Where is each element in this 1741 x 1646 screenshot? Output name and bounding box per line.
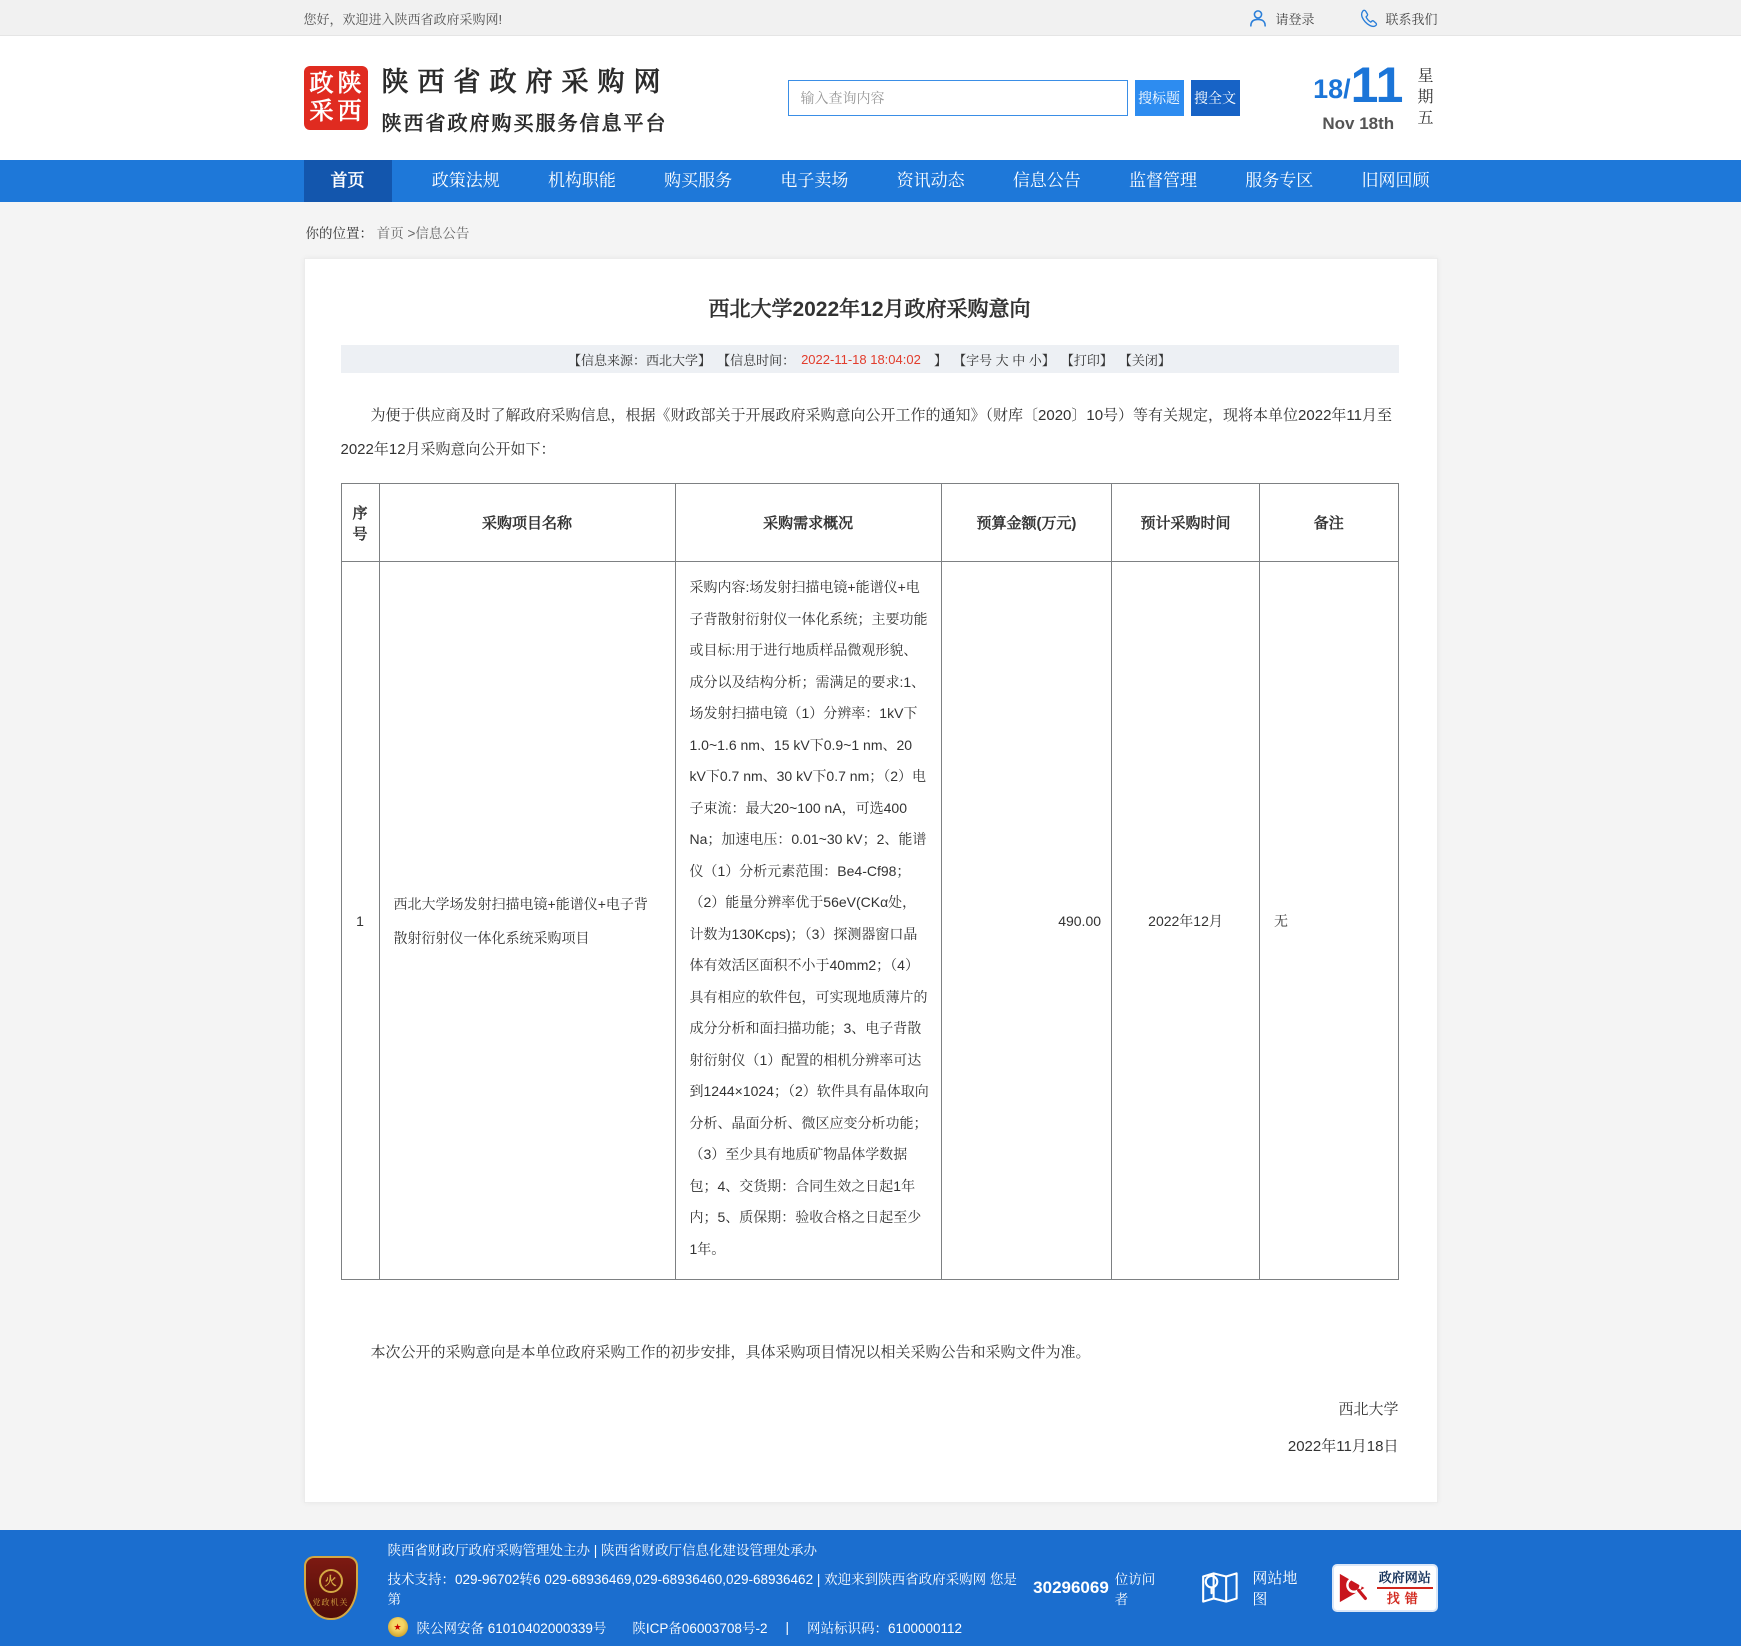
nav-item-purchase-services[interactable]: 购买服务 — [664, 171, 733, 190]
procurement-intent-table — [341, 483, 1399, 1280]
date-english: Nov 18th — [1322, 114, 1395, 133]
nav-item-news[interactable]: 资讯动态 — [896, 171, 965, 190]
support-suffix: 位访问者 — [1114, 1572, 1156, 1607]
seal-char: 采 — [309, 98, 334, 125]
date-widget — [1313, 57, 1437, 134]
phone-icon — [1358, 8, 1378, 28]
table-header-row — [341, 484, 1398, 562]
site-logo[interactable] — [304, 60, 670, 136]
seal-logo-icon — [304, 66, 368, 130]
nav-item-e-mall[interactable]: 电子卖场 — [780, 171, 849, 190]
nav-item-home[interactable]: 首页 — [304, 160, 392, 202]
support-text: 技术支持：029-96702转6 029-68936469,029-68936460,029-68936462 | 欢迎来到陕西省政府采购网 您是第 — [387, 1572, 1017, 1607]
breadcrumb-home-link[interactable]: 首页 — [376, 226, 404, 241]
closing-paragraph: 本次公开的采购意向是本单位政府采购工作的初步安排，具体采购项目情况以相关采购公告和采购文件为准。 — [370, 1344, 1091, 1361]
cell-budget: 490.00 — [941, 562, 1111, 1280]
nav-item-supervision[interactable]: 监督管理 — [1129, 171, 1198, 190]
weekday-char: 五 — [1417, 110, 1434, 127]
cell-index: 1 — [341, 562, 379, 1280]
article-card — [304, 258, 1438, 1503]
visitor-count: 30296069 — [1033, 1578, 1109, 1597]
error-box-title: 政府网站 — [1378, 1570, 1431, 1585]
site-header — [0, 36, 1741, 160]
footer-line-organizers: 陕西省财政厅政府采购管理处主办 | 陕西省财政厅信息化建设管理处承办 — [387, 1543, 818, 1558]
nav-item-announcements[interactable]: 信息公告 — [1012, 171, 1081, 190]
page-title: 西北大学2022年12月政府采购意向 — [708, 298, 1031, 321]
error-box-subtitle: 找错 — [1386, 1591, 1423, 1606]
badge-ring-icon: 火 — [319, 1569, 343, 1593]
seal-char: 陕 — [337, 70, 362, 97]
meta-source: 【信息来源：西北大学】 — [568, 352, 712, 368]
table-row — [341, 562, 1398, 1280]
signature: 西北大学 — [1338, 1401, 1399, 1418]
login-link[interactable] — [1248, 8, 1314, 28]
col-header-time: 预计采购时间 — [1112, 484, 1260, 562]
date-month: 11 — [1350, 57, 1404, 113]
site-name: 陕西省政府采购网 — [381, 67, 670, 97]
welcome-text: 您好，欢迎进入陕西省政府采购网! — [303, 11, 503, 27]
gov-site-error-report-button[interactable] — [1332, 1564, 1438, 1612]
seal-char: 西 — [337, 98, 362, 125]
col-header-index: 序号 — [341, 484, 379, 562]
top-bar — [0, 0, 1741, 36]
cell-remark: 无 — [1260, 562, 1399, 1280]
public-security-emblem-icon: ★ — [388, 1617, 408, 1637]
weekday-char: 期 — [1417, 89, 1434, 106]
meta-time-prefix: 【信息时间： — [717, 352, 796, 368]
contact-label: 联系我们 — [1385, 11, 1438, 27]
search-input[interactable] — [788, 80, 1128, 116]
search-bar — [788, 80, 1240, 116]
public-security-filing-link[interactable]: 陕公网安备 61010402000339号 — [416, 1621, 607, 1636]
col-header-project-name: 采购项目名称 — [379, 484, 675, 562]
page-body — [0, 202, 1741, 1530]
cell-time: 2022年12月 — [1112, 562, 1260, 1280]
weekday-char: 星 — [1417, 68, 1434, 85]
seal-char: 政 — [309, 70, 334, 97]
nav-item-policies[interactable]: 政策法规 — [431, 171, 500, 190]
nav-item-service-zone[interactable]: 服务专区 — [1245, 171, 1314, 190]
login-label: 请登录 — [1275, 11, 1315, 27]
breadcrumb — [304, 202, 1438, 258]
breadcrumb-prefix: 你的位置： — [305, 226, 373, 241]
font-size-controls[interactable]: 【字号 大 中 小】 — [953, 352, 1055, 368]
search-title-button[interactable]: 搜标题 — [1135, 80, 1184, 116]
sitemap-label: 网站地图 — [1252, 1570, 1298, 1608]
date-weekday — [1417, 62, 1433, 129]
signature-date: 2022年11月18日 — [1287, 1438, 1399, 1455]
print-button[interactable]: 【打印】 — [1060, 352, 1113, 368]
col-header-budget: 预算金额(万元) — [941, 484, 1111, 562]
error-box-divider — [1377, 1587, 1433, 1589]
footer-divider: | — [785, 1619, 789, 1635]
close-button[interactable]: 【关闭】 — [1118, 352, 1171, 368]
main-nav — [0, 160, 1741, 202]
party-gov-badge-icon — [304, 1556, 358, 1620]
footer-line-registration — [388, 1617, 1169, 1637]
nav-item-old-site[interactable]: 旧网回顾 — [1361, 171, 1430, 190]
article-meta-bar — [341, 345, 1399, 373]
date-day: 18/ — [1313, 74, 1351, 104]
breadcrumb-current-link[interactable]: >信息公告 — [407, 226, 470, 241]
icp-number: 陕ICP备06003708号-2 — [632, 1621, 768, 1636]
badge-label: 党政机关 — [312, 1597, 349, 1607]
search-fulltext-button[interactable]: 搜全文 — [1191, 80, 1240, 116]
contact-link[interactable] — [1358, 8, 1437, 28]
intro-paragraph: 为便于供应商及时了解政府采购信息，根据《财政部关于开展政府采购意向公开工作的通知》（财库〔2020〕10号）等有关规定，现将本单位2022年11月至2022年12月采购意向公开如下： — [340, 407, 1393, 458]
cell-demand: 采购内容:场发射扫描电镜+能谱仪+电子背散射衍射仪一体化系统；主要功能或目标:用于进行地质样品微观形貌、成分以及结构分析；需满足的要求:1、场发射扫描电镜（1）分辨率：1kV下1.0~1.6 nm、15 kV下0.9~1 nm、20 kV下0.7 nm、30 kV下0.7 nm；（2）电子束流：最大20~100 nA，可选400 Na；加速电压：0.01~30 kV；2、能谱仪（1）分析元素范围：Be4-Cf98；（2）能量分辨率优于56eV(CKα处，计数为130Kcps)；（3）探测器窗口晶体有效活区面积不小于40mm2；（4）具有相应的软件包，可实现地质薄片的成分分析和面扫描功能；3、电子背散射衍射仪（1）配置的相机分辨率可达到1244×1024；（2）软件具有晶体取向分析、晶面分析、微区应变分析功能；（3）至少具有地质矿物晶体学数据包；4、交货期：合同生效之日起1年内；5、质保期：验收合格之日起至少1年。 — [675, 562, 941, 1280]
flag-magnifier-icon — [1337, 1571, 1371, 1605]
cell-project-name: 西北大学场发射扫描电镜+能谱仪+电子背散射衍射仪一体化系统采购项目 — [379, 562, 675, 1280]
col-header-demand: 采购需求概况 — [675, 484, 941, 562]
footer-line-support — [388, 1568, 1169, 1608]
meta-time-suffix: 】 — [926, 352, 948, 368]
site-subtitle: 陕西省政府购买服务信息平台 — [381, 113, 668, 135]
meta-time-value: 2022-11-18 18:04:02 — [801, 351, 921, 367]
user-icon — [1248, 8, 1268, 28]
sitemap-link[interactable] — [1199, 1567, 1312, 1609]
site-code: 网站标识码：6100000112 — [806, 1621, 963, 1636]
site-footer — [0, 1530, 1741, 1646]
nav-item-functions[interactable]: 机构职能 — [547, 171, 616, 190]
col-header-remark: 备注 — [1260, 484, 1399, 562]
map-icon — [1199, 1567, 1241, 1609]
